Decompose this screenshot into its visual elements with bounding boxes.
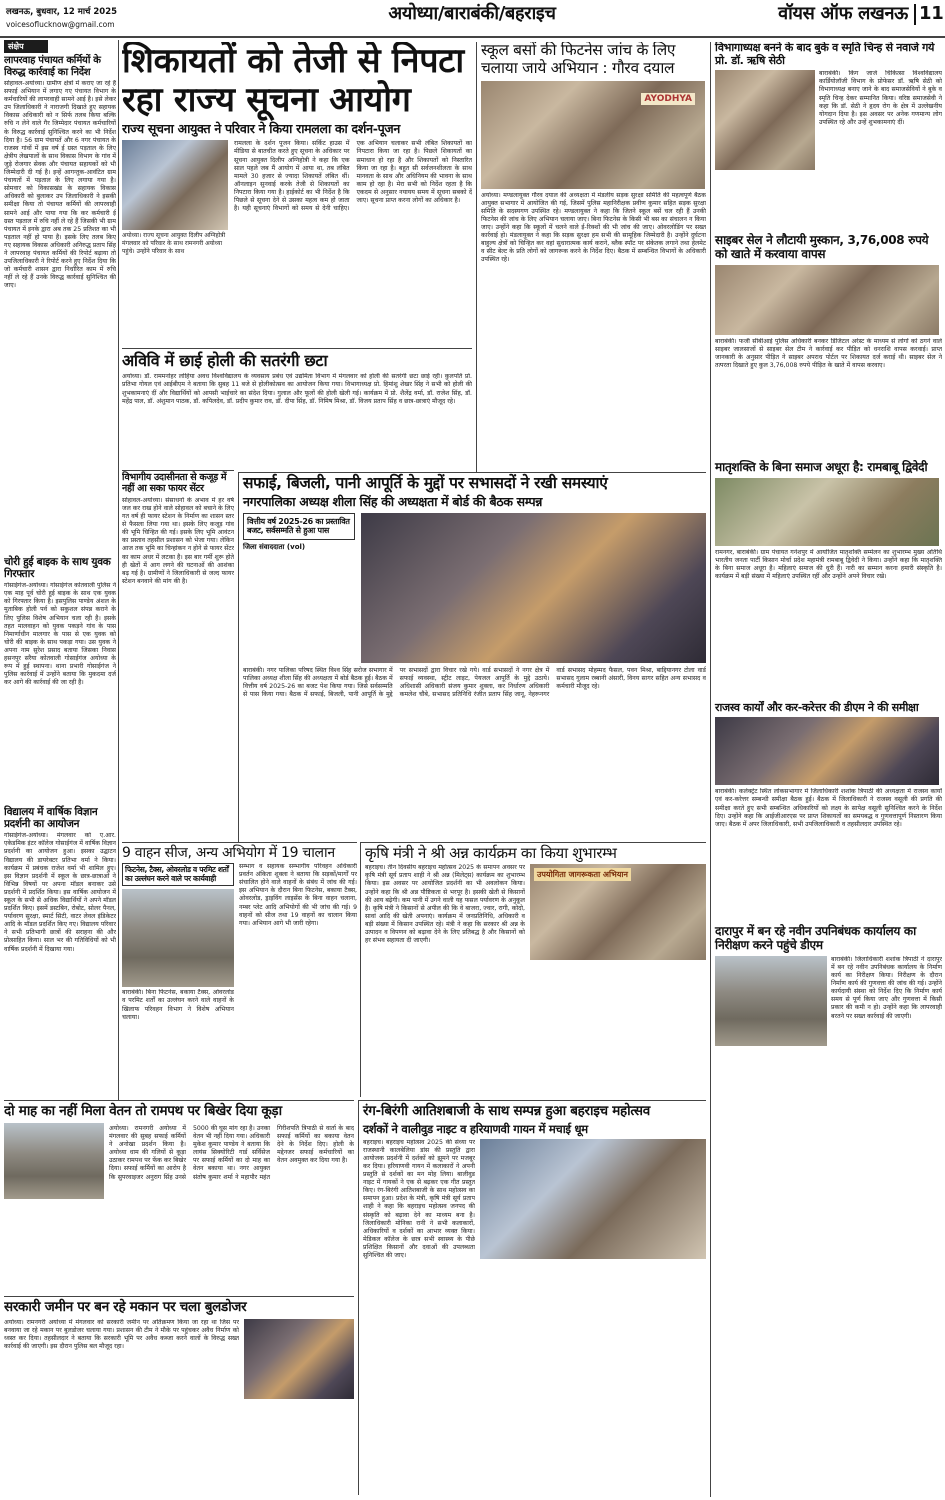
krishi-photo: [530, 864, 706, 960]
vahan-caption: बाराबंकी। बिना फिटनेस, बकाया टैक्स, ओवरलोड व परमिट शर्तों का उल्लंघन करने वाले वाहनों के खिलाफ परिवहन विभाग ने विशेष अभियान चलाया।: [122, 989, 234, 1021]
mahotsav-photo: [480, 1139, 706, 1259]
lead-subtitle: राज्य सूचना आयुक्त ने परिवार ने किया रामलला का दर्शन-पूजन: [122, 121, 401, 136]
header-rule: [0, 36, 945, 38]
brief-1-title: लापरवाह पंचायत कर्मियों के विरुद्ध कार्रवाई का निर्देश: [4, 55, 101, 78]
school-title-2: चलाया जाये अभियान : गौरव दयाल: [481, 58, 675, 77]
vahan-body: सम्भाग व सहायक सम्भागीय परिवहन अधिकारी प्रवर्तन अंकिता शुक्ला ने बताया कि सड़कों/मार्गों पर संचालित होने वाले वाहनों के संबंध में जांच की गई। इस अभियान के दौरान बिना फिटनेस, बकाया टैक्स, ओवरलोड, ड्राइविंग लाइसेंस के बिना वाहन चलाना, नम्बर प्लेट आदि अभियोगों की भी जांच की गई। 9 वाहनों को सीज तथा 19 वाहनों का चालान किया गया। अभियान आगे भी जारी रहेगा।: [239, 863, 357, 927]
school-photo: [481, 81, 705, 189]
holi-story: [122, 348, 472, 470]
brief-2-body: गोसाईगंज-अयोध्या। गोसाईगंज कोतवाली पुलिस ने एक माह पूर्व चोरी हुई बाइक के साथ एक युवक को गिरफ्तार किया है। इसपुलिस पाण्डेय अंशल के मुताबिक होली पर्व को सकुशल संपन्न कराने के लिए पुलिस विशेष अभियान चला रही है। इसके तहत मालवाहन को युवक पकड़ने गांव के पास निमार्णाधीन मालगार के पास से एक युवक को चोरी की बाइक के साथ पकड़ा गया। उस युवक ने अपना नाम सुरेश प्रसाद बताया जिसका निवास हसनपुर सरैया कोतवाली गोसाईगंज अयोध्या के रूप में हुई स्थापना। थाना प्रभारी गोसाईगंज ने पुलिस कार्रवाई में उन्होंने बताया कि मुकदमा दर्ज कर आगे की कार्रवाई की जा रही है।: [4, 582, 116, 687]
holi-title: अविवि में छाई होली की सतरंगी छटा: [122, 351, 328, 370]
bulldozer-body: अयोध्या। रामनगरी अयोध्या में मंगलवार को सरकारी जमीन पर अतिक्रमण किया जा रहा था जिस पर बनवाया जा रहे मकान पर बुलडोजर चलाया गया। प्रशासन की टीम ने मौके पर पहुंचकर अवैध निर्माण को ध्वस्त कर दिया। तहसीलदार ने बताया कि सरकारी भूमि पर अवैध कब्जा करने वालों के विरुद्ध सख्त कार्रवाई की जाएगी। इस दौरान पुलिस बल मौजूद रहा।: [4, 1318, 239, 1350]
r1-body: बाराबंकी। किंग जार्ज चिकित्सा विश्वविद्यालय कार्डियोलॉजी विभाग के प्रोफेसर डॉ. ऋषि सेठी को विभागाध्यक्ष बनाए जाने के बाद समाजसेवियों ने बुके व स्मृति चिन्ह देकर सम्मानित किया। वरिष्ठ समाजसेवी ने कहा कि डॉ. सेठी ने हृदय रोग के क्षेत्र में उल्लेखनीय योगदान दिया है। इस अवसर पर अनेक गणमान्य लोग उपस्थित रहे और उन्हें शुभकामनाएं दीं।: [819, 70, 942, 126]
lead-title-2: रहा राज्य सूचना आयोग: [122, 80, 411, 120]
vahan-title: 9 वाहन सीज, अन्य अभियोग में 19 चालान: [122, 845, 335, 861]
page-header: [0, 0, 945, 40]
brief-3-title: विद्यालय में वार्षिक विज्ञान प्रदर्शनी का आयोजन: [4, 806, 98, 831]
brief-1-body: सोहावल-अयोध्या। ग्रामीण क्षेत्रों में कराए जा रहे हैं सफाई अभियान में लगाए गए पंचायत विभाग के कर्मचारियों की लापरवाही सामने आई है। इसे लेकर उप जिलाधिकारी ने नाराजगी दिखाते हुए सहायक विकास अधिकारी को न सिर्फ तलब किया बल्कि रुचि न लेने वाले गैर जिम्मेदार पंचायत कर्मचारियों के विरुद्ध कार्रवाई सुनिश्चित करने का भी निर्देश दिया है। 56 ग्राम पंचायतें और 6 नगर पंचायत के राजस्व गांवों में इस वर्ष ई ग्रस्त पड़ताल के लिए क्षेत्रीय लेखपालों के साथ विकास विभाग के गांव में जुड़े रोजगार सेवक और पंचायत सहायकों को भी जिम्मेदारी दी गई है। इन्हें आगन्तुक-आवंटित ग्राम पंचायतों में पड़ताल के लिए लगाया गया है। सोमवार को विकासखंड के सहायक विकास अधिकारी को बुलाकर उप जिलाधिकारी ने इसकी समीक्षा किया तो पंचायत कर्मियों की लापरवाही सामने आई और पाया गया कि कर कर्मचारी ई ग्रस्त पड़ताल में रुचि नहीं ले रहे हैं जिसकी भी ग्राम पंचायत में इनके द्वारा अब तक 25 प्रतिशत का भी पड़ताल नहीं हो पाया है। इसके लिए तलब किए गए सहायक विकास अधिकारी अनिरुद्ध प्रताप सिंह ने लापरवाह पंचायत कर्मियों की रिपोर्ट बढ़ाया तो उपजिलाधिकारी ने रिपोर्ट करने हुए निर्देश दिया कि जो कर्मचारी शासन द्वारा निर्धारित काम में रुचि नहीं ले रहे हैं उनके विरुद्ध कार्रवाई सुनिश्चित की जाए।: [4, 80, 116, 290]
nagar-callout: वित्तीय वर्ष 2025-26 का प्रस्तावित बजट, सर्वसम्मति से हुआ पास: [243, 513, 355, 539]
holi-body: अयोध्या। डॉ. राममनोहर लोहिया अवध विश्वविद्यालय के व्यवसाय प्रबंध एवं उद्यमिता विभाग में मंगलवार को होली की सतरंगी छटा छाई रही। कुलपति प्रो. प्रतिभा गोयल एवं आईबीएम ने बताया कि सुबह 11 बजे से होलीकोत्सव का आयोजन किया गया। विभागाध्यक्ष प्रो. हिमांशु शेखर सिंह ने सभी को होली की शुभकामनाएं दीं और विद्यार्थियों को आपसी भाईचारे का संदेश दिया। गुलाल और फूलों की होली खेली गई। कार्यक्रम में प्रो. शैलेंद्र वर्मा, डॉ. राजेश सिंह, डॉ. महेंद्र पाल, डॉ. अंशुमान पाठक, डॉ. कपिलदेव, डॉ. प्रदीप कुमार राव, डॉ. दीपा सिंह, डॉ. निमिष मिश्रा, डॉ. विजय प्रताप सिंह व छात्र-छात्राएं मौजूद रहे।: [122, 373, 472, 405]
nagar-body: बाराबंकी। नगर पालिका परिषद स्थित विश्व सिंह सरोज सभागार में पालिका अध्यक्ष शीला सिंह की अध्यक्षता में बोर्ड बैठक हुई। बैठक में वित्तीय वर्ष 2025-26 का बजट पेश किया गया। जिसे सर्वसम्मति से पास किया गया। बैठक में सफाई, बिजली, पानी आपूर्ति के मुद्दे पर सभासदों द्वारा विचार रखे गये। वार्ड सभासदों ने नगर क्षेत्र में सफाई व्यवस्था, स्ट्रीट लाइट, पेयजल आपूर्ति के मुद्दे उठाये। अधिशासी अधिकारी संजय कुमार शुक्ला, कर निर्धारण अधिकारी कमलेश चौबे, सभासद प्रतिनिधि रंजीत प्रताप सिंह जानू, नेहरूनगर वार्ड सभासद मोहम्मद फैसल, पवन मिश्रा, बाद्दियानगर टोला वार्ड सभासद गुलाम रब्बानी अंसारी, विनय सागर सहित अन्य सभासद व कर्मचारी मौजूद रहे।: [243, 667, 706, 699]
photo-sign: AYODHYA: [641, 93, 695, 105]
r3-body: रामनगर, बाराबंकी। ग्राम पंचायत गनेशपुर में आयोजित मातृशक्ति सम्मेलन का शुभारम्भ मुख्य अतिथि भारतीय जनता पार्टी किसान मोर्चा प्रदेश महामंत्री रामबाबू द्विवेदी ने किया। उन्होंने कहा कि मातृशक्ति के बिना समाज अधूरा है। महिलाएं समाज की धुरी हैं। नारी का सम्मान करना हमारी संस्कृति है। कार्यक्रम में बड़ी संख्या में महिलाएं उपस्थित रहीं और उन्होंने अपने विचार रखे।: [715, 548, 942, 580]
paper-name: वॉयस ऑफ लखनऊ: [778, 3, 908, 24]
lead-title-1: शिकायतों को तेजी से निपटा: [122, 42, 464, 81]
r5-title: दारापुर में बन रहे नवीन उपनिबंधक कार्यालय का निरीक्षण करने पहुंचे डीएम: [715, 924, 916, 953]
mahotsav-subtitle: दर्शकों ने वालीवुड नाइट व हरियाणवी गायन में मचाई धूम: [363, 1121, 588, 1136]
r1-title: विभागाध्यक्ष बनने के बाद बुके व स्मृति चिन्ह से नवाजे गये प्रो. डॉ. ऋषि सेठी: [715, 42, 935, 67]
vahan-photo: [122, 889, 234, 987]
krishi-story: [360, 842, 706, 1097]
r1-photo: [715, 70, 815, 170]
kooda-body: अयोध्या। रामनगरी अयोध्या में मंगलवार की सुबह सफाई कर्मियों ने अनोखा प्रदर्शन किया है। अयोध्या धाम की गलियों से कूड़ा उठाकर रामपथ पर फेंक कर बिखेर दिया। सफाई कर्मियों का आरोप है कि सुपरवाइजर अनुराग सिंह उनसे 5000 की घूस मांग रहा है। उनका वेतन भी नहीं दिया गया। अधिकारी मुकेश कुमार पाण्डेय ने बताया कि लायंस सिक्योरिटी गार्ड सर्विसेज पर सफाई कर्मियों का दो माह का वेतन बकाया था। नगर आयुक्त संतोष कुमार शर्मा ने महापौर महंत गिरीशपति त्रिपाठी से वार्ता के बाद सफाई कर्मियों का बकाया वेतन देने के निर्देश दिए। होली के मद्देनजर सफाई कर्मचारियों का वेतन अवमुक्त कर दिया गया है।: [109, 1125, 354, 1181]
lead-photo: [122, 140, 228, 230]
r2-title: साइबर सेल ने लौटायी मुस्कान, 3,76,008 रुपये को खाते में करवाया वापस: [715, 233, 929, 262]
fire-story: [122, 470, 234, 842]
mahotsav-story: [358, 1100, 706, 1495]
r4-photo: [715, 717, 939, 785]
r4-body: बाराबंकी। कलेक्ट्रेट स्थित लोकसभागार में जिलाधिकारी शशांक त्रिपाठी की अध्यक्षता में राजस्व कार्यों एवं कर-करेत्तर सम्बन्धी समीक्षा बैठक हुई। बैठक में जिलाधिकारी ने राजस्व वसूली की प्रगति की समीक्षा करते हुए सभी सम्बन्धित अधिकारियों को लक्ष्य के सापेक्ष वसूली सुनिश्चित करने के निर्देश दिए। उन्होंने कहा कि आईजीआरएस पर प्राप्त शिकायतों का समयबद्ध व गुणवत्तापूर्ण निस्तारण किया जाए। बैठक में अपर जिलाधिकारी, सभी उपजिलाधिकारी व तहसीलदार उपस्थित रहे।: [715, 788, 942, 828]
header-email: voicesoflucknow@gmail.com: [6, 20, 115, 29]
lead-story: [122, 42, 472, 347]
r3-title: मातृशक्ति के बिना समाज अधूरा है: रामबाबू द्विवेदी: [715, 459, 928, 474]
lead-body: रामलला के दर्शन पूजन किया। सर्किट हाउस में मीडिया से बातचीत करते हुए सूचना के अधिकार पर सूचना आयुक्त दिलीप अग्निहोत्री ने कहा कि एक साल पहले जब मैं आयोग में आया था, तब लंबित मामले 30 हजार से ज्यादा शिकायतें लंबित थीं। ऑनलाइन सुनवाई करके तेजी से शिकायतों का निपटारा किया गया है। हाईकोर्ट का भी निर्देश है कि पिछले से सूचना देने से उसका महत्व कम हो जाता है। यही सूचनाएं विभागों को समय से देनी चाहिए। एक अभियान चलाकर सभी लंबित शिकायतों का निपटारा किया जा रहा है। पिछले शिकायतों का समाधान हो रहा है और शिकायतों को निस्तारित किया जा रहा है। बहुत सी सर्वजनशीलता के साथ मानवता के साथ और अधिनियम की भावना के साथ काम हो रहा है। मेरा सभी को निर्देश रहता है कि एकदम से अनुसार नयायय समय में सूचना सबको दें जाए। सूचना प्राप्त करना लोगों का अधिकार है।: [234, 140, 472, 213]
section-title: अयोध्या/बाराबंकी/बहराइच: [388, 3, 556, 24]
r5-body: बाराबंकी। जिलाधिकारी शशांक त्रिपाठी ने दारापुर में बन रहे नवीन उपनिबंधक कार्यालय के निर्माण कार्य का निरीक्षण किया। निरीक्षण के दौरान निर्माण कार्य की गुणवत्ता की जांच की गई। उन्होंने कार्यदायी संस्था को निर्देश दिए कि निर्माण कार्य समय से पूर्ण किया जाए और गुणवत्ता में किसी प्रकार की कमी न हो। उन्होंने कहा कि लापरवाही बरतने पर सख्त कार्रवाई की जाएगी।: [831, 955, 942, 1020]
r5-photo: [715, 956, 827, 1046]
school-title-1: स्कूल बसों की फिटनेस जांच के लिए: [481, 42, 676, 59]
nagar-title-2: नगरपालिका अध्यक्ष शीला सिंह की अध्यक्षता में बोर्ड की बैठक सम्पन्न: [243, 493, 543, 509]
fire-body: सोहावल-अयोध्या। संसाधनों के अभाव में हर वर्ष जल कर राख होने वाले सोहावल को बचाने के लिए गत वर्ष ही फायर स्टेशन के निर्माण का शासन स्तर से फैसला लिया गया था। इसके लिए कजूड़ गांव की भूमि चिन्हित की गई। इसके लिए भूमि आवंटन का प्रस्ताव तहसील प्रशासन को भेजा गया। लेकिन आज तक भूमि का चिन्हांकन न होने से फायर सेंटर का काम अधर में लटका है। इस बार गर्मी शुरू होते ही खेतों में आग लगने की घटनाओं की आशंका बढ़ गई है। ग्रामीणों ने जिलाधिकारी से जल्द फायर स्टेशन बनवाने की मांग की है।: [122, 496, 234, 585]
fire-title: विभागीय उदासीनता से कजूड़ में नहीं आ सका फायर सेंटर: [122, 472, 227, 494]
bulldozer-photo: [244, 1319, 354, 1399]
krishi-body: बहराइच। तीन दिवसीय बहराइच महोत्सव 2025 के समापन अवसर पर कृषि मंत्री सूर्य प्रताप शाही ने श्री अन्न (मिलेट्स) कार्यक्रम का शुभारम्भ किया। इस अवसर पर आयोजित प्रदर्शनी का भी अवलोकन किया। उन्होंने कहा कि श्री अन्न पौष्टिकता से भरपूर है। इसकी खेती से किसानों की आय बढ़ेगी। कम पानी में उगने वाली यह फसल पर्यावरण के अनुकूल है। कृषि मंत्री ने किसानों से अपील की कि वे बाजरा, ज्वार, रागी, कोदो, सावां आदि की खेती अपनाएं। कार्यक्रम में जनप्रतिनिधि, अधिकारी व बड़ी संख्या में किसान उपस्थित रहे। मंत्री ने कहा कि सरकार श्री अन्न के उत्पादन व विपणन को बढ़ावा देने के लिए प्रतिबद्ध है और किसानों को हर संभव सहायता दी जाएगी।: [365, 864, 525, 945]
nagar-title-1: सफाई, बिजली, पानी आपूर्ति के मुद्दों पर सभासदों ने रखी समस्याएं: [243, 474, 608, 492]
lead-caption: अयोध्या। राज्य सूचना आयुक्त दिलीप अग्निहोत्री मंगलवार को परिवार के साथ रामनगरी अयोध्या पहुंचे। उन्होंने परिवार के साथ: [122, 232, 226, 255]
right-column: [710, 42, 942, 1497]
school-bus-story: [476, 42, 706, 472]
nagar-photo: [361, 513, 706, 663]
r4-title: राजस्व कार्यों और कर-करेत्तर की डीएम ने की समीक्षा: [715, 700, 919, 714]
school-body: अयोध्या। मण्डलायुक्त गौरव दयाल की अध्यक्षता में मंडलीय सड़क सुरक्षा समिति की महत्वपूर्ण बैठक आयुक्त सभागार में आयोजित की गई, जिसमें पुलिस महानिरीक्षक प्रवीण कुमार सहित सड़क सुरक्षा समिति के सदस्यगण उपस्थित रहे। मण्डलायुक्त ने कहा कि जितने स्कूल बसें चल रही हैं उनकी फिटनेस की जांच के लिए अभियान चलाया जाए। बिना फिटनेस के किसी भी बस का संचालन न किया जाए। उन्होंने कहा कि स्कूलों में चलने वाले ई-रिक्शों की भी जांच की जाए। ओवरलोडिंग पर सख्त कार्रवाई हो। मंडलायुक्त ने कहा कि सड़क सुरक्षा हम सभी की सामूहिक जिम्मेदारी है। उन्होंने दुर्घटना बाहुल्य क्षेत्रों को चिन्हित कर वहां सुधारात्मक कार्य कराने, ब्लैक स्पॉट पर संकेतक लगाने तथा हेलमेट व सीट बेल्ट के प्रति लोगों को जागरूक करने के निर्देश दिए। बैठक में सम्बन्धित विभागों के अधिकारी उपस्थित रहे।: [481, 191, 706, 264]
bulldozer-title: सरकारी जमीन पर बन रहे मकान पर चला बुलडोजर: [4, 1299, 247, 1315]
krishi-banner: उपयोगिता जागरूकता अभियान: [534, 868, 631, 881]
r2-photo: [715, 265, 939, 335]
kooda-story: [4, 1100, 354, 1295]
r3-photo: [715, 478, 939, 546]
dateline: लखनऊ, बुधवार, 12 मार्च 2025: [6, 7, 118, 17]
mahotsav-body: बहराइच। बहराइच महोत्सव 2025 की संध्या पर राजस्थानी कालबेलिया डांस की प्रस्तुति द्वारा आयोजक प्रदर्शनी में दर्शकों को झूमने पर मजबूर कर दिया। हरियाणवी गायन में कलाकारों ने अपनी प्रस्तुति से दर्शकों का मन मोह लिया। बालीवुड नाइट में गायकों ने एक से बढ़कर एक गीत प्रस्तुत किए। रंग-बिरंगी आतिशबाजी के साथ महोत्सव का समापन हुआ। प्रदेश के मंत्री, कृषि मंत्री सूर्य प्रताप शाही ने कहा कि बहराइच महोत्सव जनपद की संस्कृति को बढ़ावा देने का माध्यम बना है। जिलाधिकारी मोनिका रानी ने सभी कलाकारों, अधिकारियों व दर्शकों का आभार व्यक्त किया। मेडिकल कॉलेज के छात्र सभी स्वास्थ्य के पीछे प्रशिक्षित किसानों और दवाओं की उपलब्धता सुनिश्चित की जाए।: [363, 1138, 475, 1260]
kooda-title: दो माह का नहीं मिला वेतन तो रामपथ पर बिखेर दिया कूड़ा: [4, 1103, 282, 1119]
bulldozer-story: [4, 1296, 354, 1496]
vahan-story: [122, 842, 357, 1097]
page-number: 11: [914, 4, 943, 25]
krishi-title: कृषि मंत्री ने श्री अन्न कार्यक्रम का किया शुभारम्भ: [365, 844, 617, 862]
vahan-callout: फिटनेस, टैक्स, ओवरलोड व परमिट शर्तों का उल्लंघन करने वाले पर कार्यवाही: [122, 863, 234, 886]
nagar-story: [238, 472, 706, 842]
mahotsav-title: रंग-बिरंगी आतिशबाजी के साथ सम्पन्न हुआ बहराइच महोत्सव: [363, 1103, 650, 1119]
r2-body: बाराबंकी। फर्जी सीबीआई पुलिस अधिकारी बनकर डिजिटल अरेस्ट के माध्यम से लोगों को ठगने वाले साइबर जालसाजों से साइबर सेल टीम ने कार्रवाई कर पीड़ित को धनराशि वापस करवाई। प्राप्त जानकारी के अनुसार पीड़ित ने साइबर अपराध पोर्टल पर शिकायत दर्ज कराई थी। साइबर सेल ने तत्परता दिखाते हुए कुल 3,76,008 रुपये पीड़ित के खाते में वापस करवाए।: [715, 337, 942, 370]
brief-2-title: चोरी हुई बाइक के साथ युवक गिरफ्तार: [4, 556, 111, 581]
sidebar-label: संक्षेप: [4, 40, 48, 53]
brief-3-body: गोसाईगंज-अयोध्या। मंगलवार को ए.आर. एकेडमिक इंटर कॉलेज गोसाईगंज में वार्षिक विज्ञान प्रदर्शनी का आयोजन हुआ। इसका उद्घाटन विद्यालय की डायरेक्टर प्रतिभा वर्मा ने किया। कार्यक्रम में प्रबंधक राजेश वर्मा भी शामिल हुए। इस विज्ञान प्रदर्शनी में स्कूल के छात्र-छात्राओं ने विभिन्न विषयों पर अपना मॉडल बनाकर उसे प्रदर्शनी में प्रदर्शित किया। इस वार्षिक आयोजन में स्कूल के सभी से अधिक विद्यार्थियों ने अपने मॉडल प्रदर्शित किए। इसमें डस्टबिन, रोबोट, सोलर पैनल, पर्यावरण सुरक्षा, स्मार्ट सिटी, वाटर लेवल इंडिकेटर आदि के मॉडल प्रदर्शित किए गए। विद्यालय परिवार ने सभी प्रतिभागी छात्रों की सराहना की और प्रोत्साहित किया। साल भर की गतिविधियों को भी वार्षिक प्रदर्शनी में दिखाया गया।: [4, 832, 116, 953]
nagar-reporter: जिला संवाददाता (vol): [243, 542, 306, 551]
